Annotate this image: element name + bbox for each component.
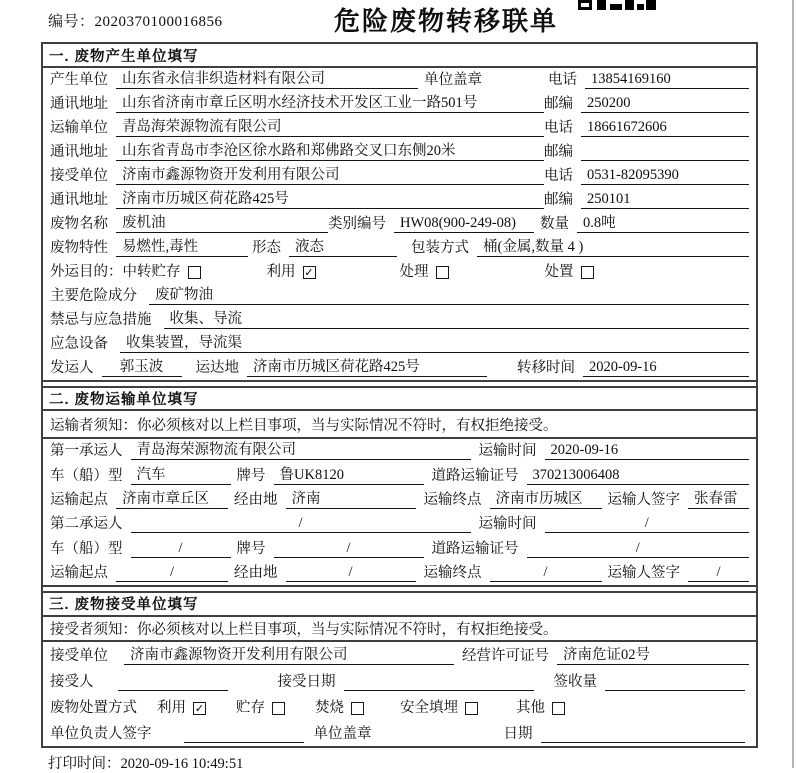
row-transporter-address <box>50 140 749 164</box>
category-code-value: HW08(900-249-08) <box>394 215 534 233</box>
packaging-label: 包装方式 <box>411 240 469 256</box>
category-code-label: 类别编号 <box>328 216 386 232</box>
via-label: 经由地 <box>234 491 278 508</box>
destination-label: 运达地 <box>195 360 239 376</box>
print-time-value: 2020-09-16 10:49:51 <box>120 756 244 772</box>
form-label: 形态 <box>252 240 281 256</box>
emergency-equipment-label: 应急设备 <box>50 336 108 352</box>
quantity-label: 数量 <box>540 216 569 232</box>
plate2-value: / <box>274 540 424 558</box>
checkbox-treat <box>436 266 449 279</box>
section-transport-title: 二. 废物运输单位填写 <box>43 386 756 411</box>
checkbox-disposal-landfill <box>465 702 478 715</box>
receive-unit-label: 接受单位 <box>50 647 108 664</box>
row-receiver <box>50 164 749 188</box>
receive-person-value <box>118 674 228 691</box>
business-license-label: 经营许可证号 <box>462 647 549 664</box>
transfer-time-label: 转移时间 <box>517 360 575 376</box>
row-transfer-purpose <box>50 260 749 284</box>
zip-label: 邮编 <box>544 96 573 112</box>
carrier1-value: 青岛海荣源物流有限公司 <box>131 438 471 460</box>
section-producer-body <box>43 68 756 382</box>
hazard-component-label: 主要危险成分 <box>50 288 137 304</box>
emergency-equipment-value: 收集装置，导流渠 <box>120 331 749 353</box>
chief-signature-label: 单位负责人签字 <box>50 725 152 742</box>
producer-label: 产生单位 <box>50 72 108 88</box>
section-receiver-body <box>43 642 756 746</box>
section-receiver-title: 三. 废物接受单位填写 <box>43 591 756 617</box>
page-title: 危险废物转移联单 <box>334 7 559 36</box>
transporter-value: 青岛海荣源物流有限公司 <box>116 115 544 137</box>
disposal-option-landfill: 安全填埋 <box>400 699 458 716</box>
origin1-value: 济南市章丘区 <box>116 487 228 509</box>
endpoint-label: 运输终点 <box>423 491 482 508</box>
section-transport-body <box>43 439 756 587</box>
checkbox-disposal-utilize-checked: ✓ <box>194 701 205 715</box>
row-shipper <box>50 356 749 380</box>
transport-notice: 运输者须知：你必须核对以上栏目事项，当与实际情况不符时，有权拒绝接受。 <box>43 411 756 439</box>
waste-traits-label: 废物特性 <box>50 240 108 256</box>
checkbox-dispose <box>581 266 594 279</box>
carrier2-value: / <box>131 515 471 533</box>
road-license2-value: / <box>527 540 750 558</box>
row-route-2 <box>50 561 749 585</box>
producer-address-value: 山东省济南市章丘区明水经济技术开发区工业一路501号 <box>116 91 544 113</box>
producer-zip-value: 250200 <box>581 95 749 113</box>
section-transport <box>43 386 756 587</box>
road-license-label: 道路运输证号 <box>431 540 519 557</box>
endpoint1-value: 济南市历城区 <box>490 487 602 509</box>
purpose-option-utilize: 利用 <box>266 264 296 280</box>
hazard-component-value: 废矿物油 <box>149 283 749 305</box>
row-carrier-2 <box>50 512 749 536</box>
checkbox-utilize-checked: ✓ <box>304 266 314 279</box>
origin-label: 运输起点 <box>50 491 108 508</box>
waste-name-label: 废物名称 <box>50 216 108 232</box>
plate-label: 牌号 <box>236 467 266 484</box>
checkbox-disposal-storage <box>272 702 285 715</box>
endpoint-label: 运输终点 <box>423 564 482 581</box>
transport-time-label: 运输时间 <box>478 516 537 533</box>
road-license1-value: 370213006408 <box>527 467 750 485</box>
emergency-measures-label: 禁忌与应急措施 <box>50 312 152 328</box>
receiver-phone-value: 0531-82095390 <box>581 167 749 185</box>
transporter-label: 运输单位 <box>50 120 108 136</box>
transfer-time-value: 2020-09-16 <box>583 359 749 377</box>
unit-seal-label: 单位盖章 <box>424 72 482 88</box>
phone-label: 电话 <box>548 72 577 88</box>
disposal-method-label: 废物处置方式 <box>50 699 137 716</box>
transporter-address-value: 山东省青岛市李沧区徐水路和郑佛路交叉口东侧20米 <box>116 139 544 161</box>
doc-serial <box>48 10 223 31</box>
quantity-value: 0.8吨 <box>577 211 749 233</box>
purpose-option-transit-storage: 中转贮存 <box>122 264 181 280</box>
road-license-label: 道路运输证号 <box>431 467 519 484</box>
purpose-option-dispose: 处置 <box>544 264 574 280</box>
zip-label: 邮编 <box>544 192 573 208</box>
origin2-value: / <box>116 564 228 582</box>
date-value <box>541 726 746 743</box>
emergency-measures-value: 收集、导流 <box>164 307 750 329</box>
row-route-1 <box>50 488 749 512</box>
transport-time2-value: / <box>545 515 750 533</box>
receiver-address-value: 济南市历城区荷花路425号 <box>116 187 544 209</box>
checkbox-disposal-other <box>552 702 565 715</box>
checkbox-disposal-incinerate <box>351 702 364 715</box>
row-receive-person <box>50 668 749 694</box>
vehicle-type1-value: 汽车 <box>131 463 231 485</box>
receive-date-label: 接受日期 <box>277 673 336 690</box>
chief-signature-value <box>184 726 304 743</box>
receiver-notice: 接受者须知：你必须核对以上栏目事项，当与实际情况不符时，有权拒绝接受。 <box>43 617 756 642</box>
address-label: 通讯地址 <box>50 96 108 112</box>
row-vehicle-2 <box>50 536 749 560</box>
business-license-value: 济南危证02号 <box>557 643 749 665</box>
transport-time-label: 运输时间 <box>478 443 537 460</box>
qr-code-fragment <box>578 0 656 10</box>
section-producer-title: 一. 废物产生单位填写 <box>43 44 756 68</box>
checkbox-transit-storage <box>188 266 201 279</box>
doc-serial-value: 2020370100016856 <box>94 14 223 30</box>
receiver-label: 接受单位 <box>50 168 108 184</box>
vehicle-type-label: 车（船）型 <box>50 540 123 557</box>
plate1-value: 鲁UK8120 <box>274 463 424 485</box>
row-chief-signature <box>50 720 749 746</box>
row-producer <box>50 68 749 92</box>
origin-label: 运输起点 <box>50 564 108 581</box>
phone-label: 电话 <box>544 120 573 136</box>
shipper-value: 郭玉波 <box>102 355 182 377</box>
carrier2-label: 第二承运人 <box>50 516 123 533</box>
carrier1-label: 第一承运人 <box>50 443 123 460</box>
row-emergency-measures <box>50 308 749 332</box>
carrier-sign-label: 运输人签字 <box>607 564 680 581</box>
transporter-phone-value: 18661672606 <box>581 119 749 137</box>
section-receiver <box>43 591 756 746</box>
zip-label: 邮编 <box>544 144 573 160</box>
receive-unit-value: 济南市鑫源物资开发利用有限公司 <box>124 643 454 665</box>
purpose-option-treat: 处理 <box>399 264 429 280</box>
receiver-zip-value: 250101 <box>581 191 749 209</box>
row-carrier-1 <box>50 439 749 463</box>
via1-value: 济南 <box>286 487 416 509</box>
destination-value: 济南市历城区荷花路425号 <box>247 355 487 377</box>
phone-label: 电话 <box>544 168 573 184</box>
page-edge-divider <box>792 0 794 768</box>
waste-transfer-form <box>41 42 758 748</box>
receive-person-label: 接受人 <box>50 673 94 690</box>
row-hazard-component <box>50 284 749 308</box>
form-value: 液态 <box>289 235 397 257</box>
transporter-zip-value <box>581 144 749 161</box>
row-waste-traits <box>50 236 749 260</box>
row-disposal-method <box>50 694 749 720</box>
row-receiver-address <box>50 188 749 212</box>
producer-phone-value: 13854169160 <box>585 71 749 89</box>
row-receive-unit <box>50 642 749 668</box>
disposal-option-utilize: 利用 <box>157 699 186 716</box>
producer-value: 山东省永信非织造材料有限公司 <box>116 67 418 89</box>
section-producer <box>43 44 756 382</box>
print-time <box>48 752 243 773</box>
date-label: 日期 <box>503 725 533 742</box>
waste-traits-value: 易燃性,毒性 <box>116 235 248 257</box>
packaging-value: 桶(金属,数量 4 ) <box>477 235 749 257</box>
endpoint2-value: / <box>490 564 602 582</box>
row-transporter <box>50 116 749 140</box>
carrier-sign-label: 运输人签字 <box>607 491 680 508</box>
row-emergency-equipment <box>50 332 749 356</box>
receiver-value: 济南市鑫源物资开发利用有限公司 <box>116 163 544 185</box>
transport-time1-value: 2020-09-16 <box>545 442 750 460</box>
purpose-label: 外运目的： <box>50 264 123 280</box>
unit-seal-label: 单位盖章 <box>313 725 372 742</box>
print-time-label: 打印时间： <box>48 756 121 772</box>
signed-amount-label: 签收量 <box>553 673 597 690</box>
carrier-sign2-value: / <box>688 564 749 582</box>
address-label: 通讯地址 <box>50 192 108 208</box>
via2-value: / <box>286 564 416 582</box>
disposal-option-incinerate: 焚烧 <box>315 699 344 716</box>
vehicle-type-label: 车（船）型 <box>50 467 123 484</box>
address-label: 通讯地址 <box>50 144 108 160</box>
disposal-option-storage: 贮存 <box>236 699 265 716</box>
shipper-label: 发运人 <box>50 360 94 376</box>
doc-serial-label: 编号： <box>48 14 95 30</box>
waste-name-value: 废机油 <box>116 211 328 233</box>
plate-label: 牌号 <box>236 540 266 557</box>
vehicle-type2-value: / <box>131 540 231 558</box>
disposal-option-other: 其他 <box>516 699 545 716</box>
carrier-sign1-value: 张春雷 <box>688 487 749 509</box>
signed-amount-value <box>605 674 745 691</box>
row-vehicle-1 <box>50 463 749 487</box>
receive-date-value <box>344 674 534 691</box>
row-waste-name <box>50 212 749 236</box>
row-producer-address <box>50 92 749 116</box>
via-label: 经由地 <box>234 564 278 581</box>
